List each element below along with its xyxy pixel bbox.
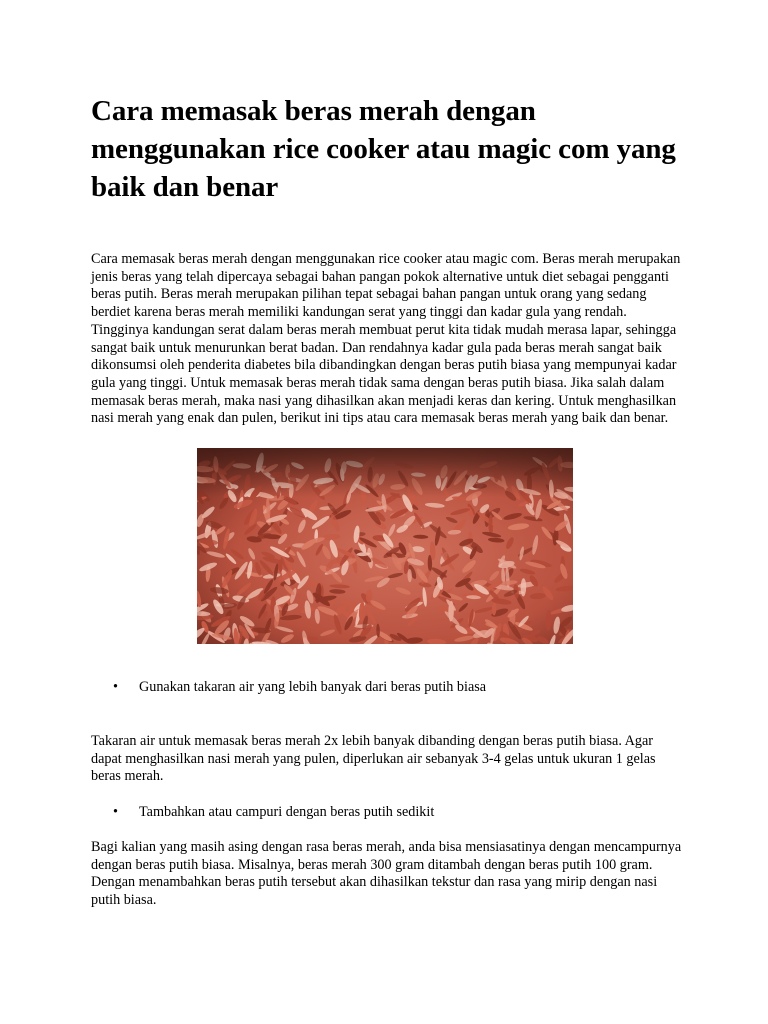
tip-heading-2 — [113, 804, 434, 822]
red-rice-photo — [197, 448, 573, 644]
tip-body-1: Takaran air untuk memasak beras merah 2x lebih banyak dibanding dengan beras putih biasa. Agar dapat menghasilkan nasi merah yang pulen, diperlukan air sebanyak 3-4 gelas untuk ukuran 1 gelas beras merah. — [91, 733, 656, 785]
red-rice-illustration — [197, 448, 573, 644]
bullet-icon: • — [113, 679, 118, 695]
tip-heading-1 — [113, 679, 486, 697]
intro-paragraph: Cara memasak beras merah dengan menggunakan rice cooker atau magic com. Beras merah merupakan jenis beras yang telah dipercaya sebagai bahan pangan pokok alternative untuk diet sebagai pengganti beras putih. Beras merah merupakan pilihan tepat sebagai bahan pangan untuk orang yang sedang berdiet karena beras merah memiliki kandungan serat yang tinggi dan kadar gula yang rendah. Tingginya kandungan serat dalam beras merah membuat perut kita tidak mudah merasa lapar, sehingga sangat baik untuk menurunkan berat badan. Dan rendahnya kadar gula pada beras merah sangat baik dikonsumsi oleh penderita diabetes bila dibandingkan dengan beras putih biasa yang mempunyai kadar gula yang tinggi. Untuk memasak beras merah tidak sama dengan beras putih biasa. Jika salah dalam memasak beras merah, maka nasi yang dihasilkan akan menjadi keras dan kering. Untuk menghasilkan nasi merah yang enak dan pulen, berikut ini tips atau cara memasak beras merah yang baik dan benar. — [91, 251, 681, 427]
article-title: Cara memasak beras merah dengan menggunakan rice cooker atau magic com yang baik dan benar — [91, 95, 676, 203]
tip-heading-text: Gunakan takaran air yang lebih banyak dari beras putih biasa — [139, 679, 487, 695]
tip-body-2: Bagi kalian yang masih asing dengan rasa beras merah, anda bisa mensiasatinya dengan mencampurnya dengan beras putih biasa. Misalnya, beras merah 300 gram ditambah dengan beras putih 100 gram. Dengan menambahkan beras putih tersebut akan dihasilkan tekstur dan rasa yang mirip dengan nasi putih biasa. — [91, 839, 682, 909]
bullet-icon: • — [113, 804, 118, 820]
tip-heading-text: Tambahkan atau campuri dengan beras putih sedikit — [139, 804, 435, 820]
